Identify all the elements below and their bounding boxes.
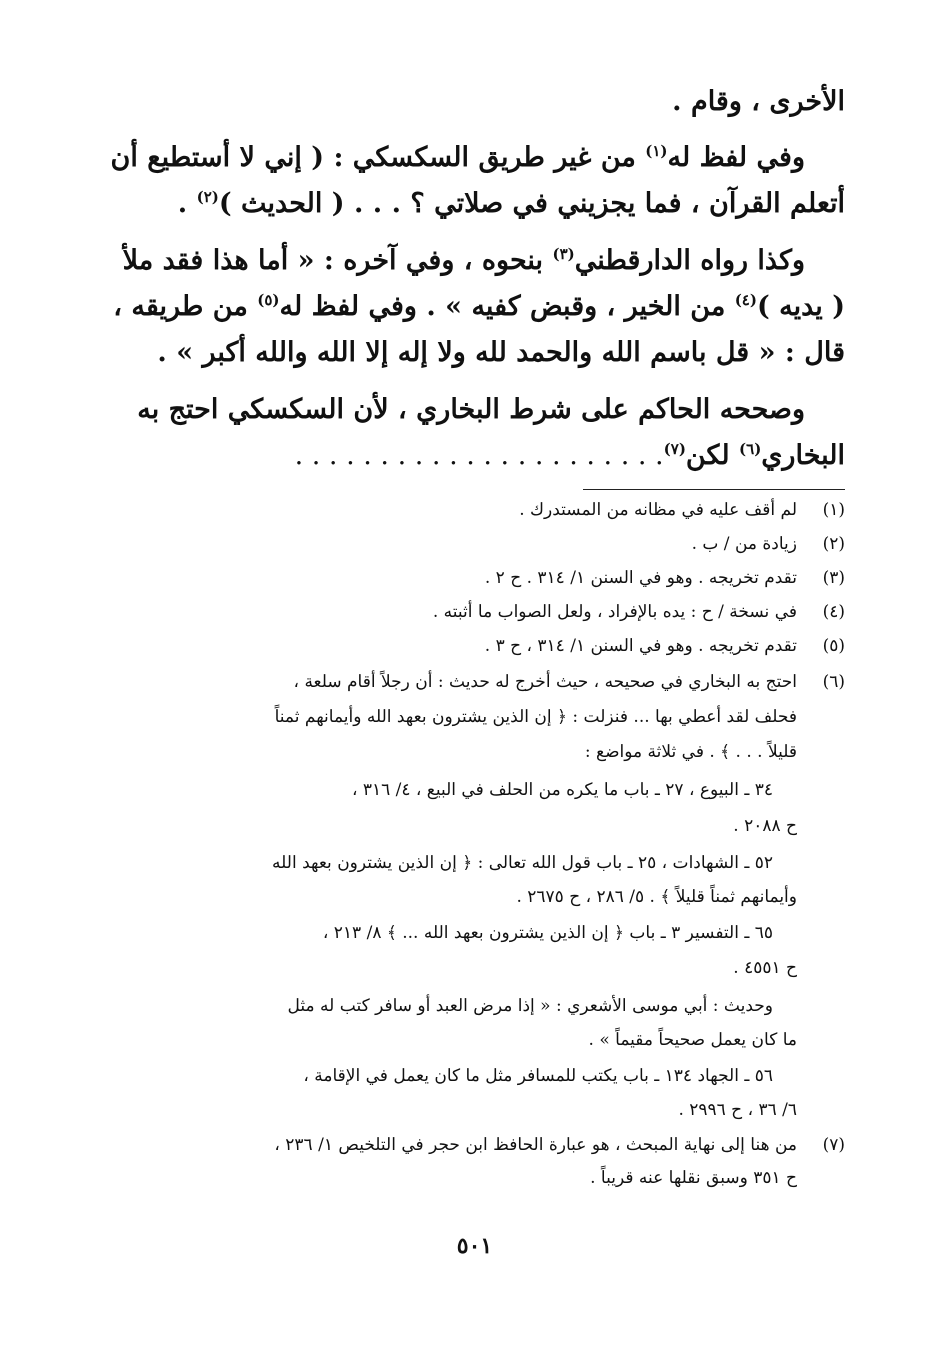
footnote-number: (٥) (822, 636, 845, 656)
main-text: أتعلم القرآن ، فما يجزيني في صلاتي ؟ . . . ( الحديث ) (218, 188, 845, 219)
footnote-text: ح ٣٥١ وسبق نقلها عنه قريباً . (590, 1168, 797, 1188)
footnote-number: (٦) (822, 672, 845, 692)
footnote-text: ٦/ ٣٦ ، ح ٢٩٩٦ . (678, 1100, 797, 1120)
footnote-text: ٦٥ ـ التفسير ٣ ـ باب ﴿ إن الذين يشترون بعهد الله ... ﴾ ٨/ ٢١٣ ، (322, 923, 773, 943)
main-text: من الخير ، وقبض كفيه » . وفي لفظ له (279, 291, 735, 322)
main-text: . (177, 188, 197, 219)
main-line-1 (143, 80, 845, 124)
footnote-4 (143, 596, 845, 628)
main-text: البخاري (761, 440, 845, 471)
footnote-text: وحديث : أبي موسى الأشعري : « إذا مرض العبد أو سافر كتب له مثل (287, 996, 773, 1016)
footnote-6-line (143, 847, 845, 879)
footnote-number: (١) (822, 500, 845, 520)
footnote-ref[interactable]: (٣) (552, 245, 575, 263)
main-line-6 (143, 331, 845, 375)
footnote-text: لم أقف عليه في مظانه من المستدرك . (519, 500, 797, 520)
footnote-text: وأيمانهم ثمناً قليلاً ﴾ . ٥/ ٢٨٦ ، ح ٢٦٧٥ . (516, 887, 797, 907)
ellipsis-dots: . . . . . . . . . . . . . . . . . . . . . . (294, 440, 664, 471)
footnote-text: تقدم تخريجه . وهو في السنن ١/ ٣١٤ . ح ٢ . (484, 568, 797, 588)
main-line-2 (110, 136, 845, 180)
footnote-text: زيادة من / ب . (691, 534, 797, 554)
footnote-6-line (143, 917, 845, 949)
main-text: وصححه الحاكم على شرط البخاري ، لأن السكسكي احتج به (137, 394, 805, 425)
footnote-6 (143, 666, 845, 698)
footnote-ref[interactable]: (٧) (663, 440, 686, 458)
footnote-text: ح ٢٠٨٨ . (733, 816, 797, 836)
main-text: لكن (685, 440, 740, 471)
footnote-text: من هنا إلى نهاية المبحث ، هو عبارة الحافظ ابن حجر في التلخيص ١/ ٢٣٦ ، (274, 1135, 797, 1155)
footnote-number: (٧) (822, 1135, 845, 1155)
main-text: ( يديه ) (756, 291, 845, 322)
footnote-6-line (143, 701, 845, 733)
footnote-2 (143, 528, 845, 560)
footnote-number: (٢) (822, 534, 845, 554)
footnote-1 (143, 494, 845, 526)
footnote-separator (583, 489, 845, 490)
footnote-number: (٣) (822, 568, 845, 588)
main-text: وكذا رواه الدارقطني (574, 245, 805, 276)
footnote-text: ح ٤٥٥١ . (733, 958, 797, 978)
footnote-ref[interactable]: (١) (645, 142, 668, 160)
footnote-ref[interactable]: (٥) (257, 291, 280, 309)
main-text: بنحوه ، وفي آخره : « أما هذا فقد ملأ (122, 245, 553, 276)
footnote-text: ما كان يعمل صحيحاً مقيماً » . (588, 1030, 797, 1050)
main-text: الأخرى ، وقام . (672, 86, 845, 117)
footnote-6-line (143, 1024, 845, 1056)
main-line-7 (137, 388, 845, 432)
footnote-6-line (143, 774, 845, 806)
footnote-text: ٥٢ ـ الشهادات ، ٢٥ ـ باب قول الله تعالى : ﴿ إن الذين يشترون بعهد الله (272, 853, 773, 873)
main-text: من غير طريق السكسكي : ( إني لا أستطيع أن (110, 142, 646, 173)
footnote-7-line (143, 1162, 845, 1194)
footnote-6-line (143, 1060, 845, 1092)
footnote-3 (143, 562, 845, 594)
footnote-ref[interactable]: (٤) (734, 291, 757, 309)
footnote-text: ٣٤ ـ البيوع ، ٢٧ ـ باب ما يكره من الحلف في البيع ، ٤/ ٣١٦ ، (351, 780, 773, 800)
footnote-text: ٥٦ ـ الجهاد ١٣٤ ـ باب يكتب للمسافر مثل ما كان يعمل في الإقامة ، (303, 1066, 773, 1086)
footnote-ref[interactable]: (٦) (739, 440, 762, 458)
footnote-6-line (143, 952, 845, 984)
footnote-7 (143, 1129, 845, 1161)
main-text: من طريقه ، (113, 291, 258, 322)
footnote-6-line (143, 881, 845, 913)
footnote-text: تقدم تخريجه . وهو في السنن ١/ ٣١٤ ، ح ٣ . (484, 636, 797, 656)
footnote-text: في نسخة / ح : يده بالإفراد ، ولعل الصواب ما أثبته . (432, 602, 797, 622)
footnote-text: فحلف لقد أعطي بها ... فنزلت : ﴿ إن الذين يشترون بعهد الله وأيمانهم ثمناً (274, 707, 797, 727)
footnote-6-line (143, 736, 845, 768)
footnote-5 (143, 630, 845, 662)
main-line-3 (143, 182, 845, 226)
footnote-text: قليلاً . . . ﴾ . في ثلاثة مواضع : (584, 742, 797, 762)
footnote-number: (٤) (822, 602, 845, 622)
footnote-text: احتج به البخاري في صحيحه ، حيث أخرج له حديث : أن رجلاً أقام سلعة ، (293, 672, 797, 692)
footnote-6-line (143, 810, 845, 842)
main-line-4 (122, 239, 845, 283)
main-text: قال : « قل باسم الله والحمد لله ولا إله إلا الله والله أكبر » . (157, 337, 845, 368)
page-number: ٥٠١ (456, 1233, 493, 1259)
main-text: وفي لفظ له (667, 142, 805, 173)
footnotes (143, 494, 845, 1204)
footnote-6-line (143, 990, 845, 1022)
main-line-5 (113, 285, 845, 329)
main-line-8 (143, 434, 845, 478)
footnote-6-line (143, 1094, 845, 1126)
footnote-ref[interactable]: (٢) (196, 188, 219, 206)
